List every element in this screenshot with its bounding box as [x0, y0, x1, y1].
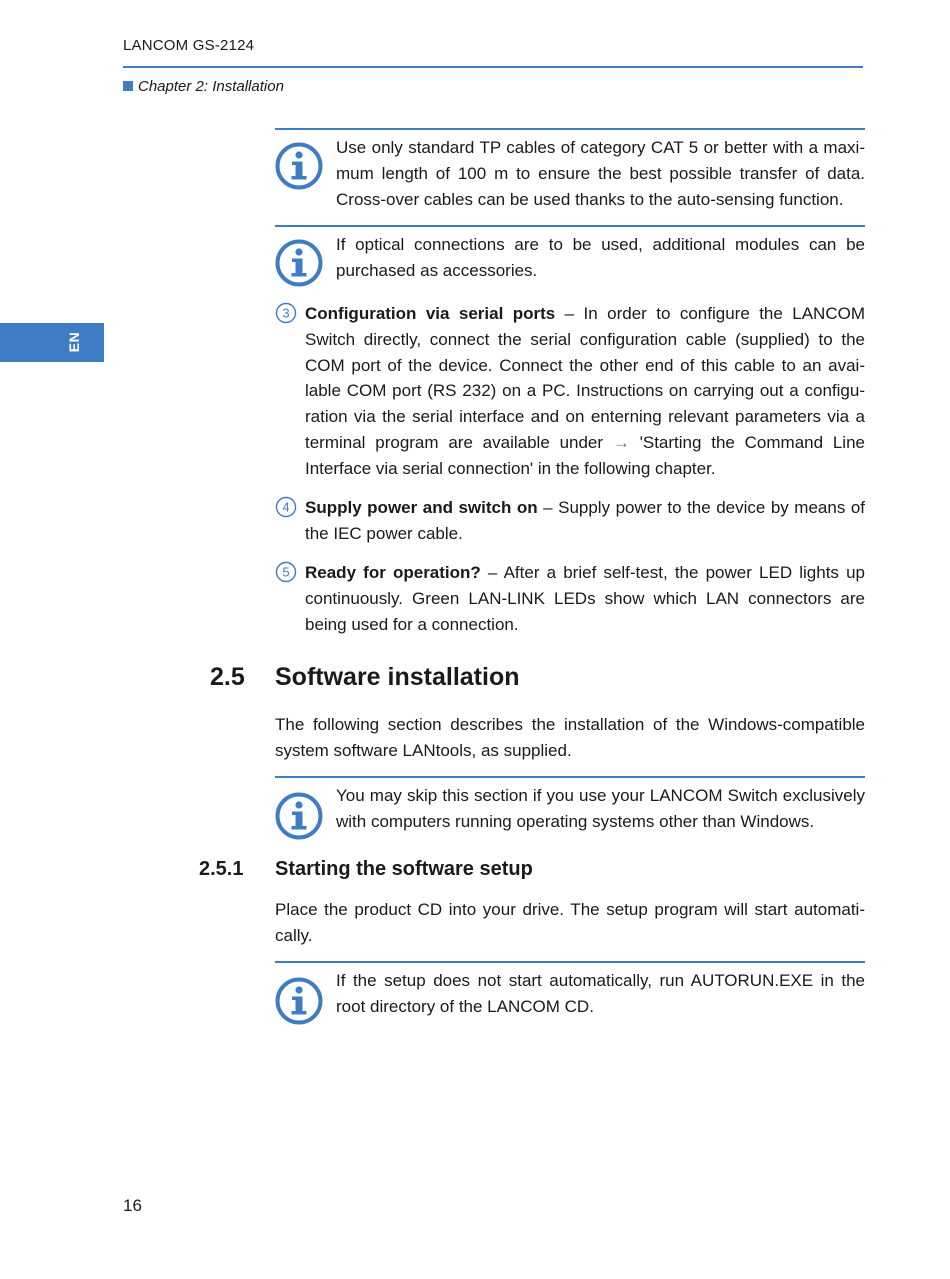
step-title: Supply power and switch on: [305, 498, 538, 517]
info-note-text: If the setup does not start automatically, run AUTORUN.EXE in the root directory of the LANCOM CD.: [336, 971, 865, 1016]
subsection-number: 2.5.1: [199, 858, 244, 880]
info-note-text: You may skip this section if you use your LANCOM Switch exclusively with computers running operating systems other than Windows.: [336, 786, 865, 831]
running-header: LANCOM GS-2124: [123, 37, 255, 54]
circled-number-icon: [275, 496, 297, 518]
page-number: 16: [123, 1196, 142, 1215]
language-label: EN: [66, 331, 82, 353]
info-icon: [275, 977, 323, 1025]
step-text: [305, 301, 865, 482]
step-body-continued: 'Starting the Command Line Interface via serial connection' in the following chapter.: [305, 432, 865, 478]
info-note: [275, 776, 865, 835]
step-item: [275, 495, 865, 547]
subsection-text: Place the product CD into your drive. The setup program will start automati-cally.: [275, 900, 865, 945]
info-note-text: Use only standard TP cables of category CAT 5 or better with a maxi-mum length of 100 m to ensure the best possible transfer of data. Cross-over cables can be used thanks to the auto-sensing function.: [336, 138, 865, 209]
chapter-marker-square: [123, 81, 133, 91]
step-dash: –: [537, 498, 559, 517]
info-icon: [275, 239, 323, 287]
info-note: [275, 961, 865, 1020]
chapter-label: [123, 78, 284, 95]
step-dash: –: [555, 304, 584, 323]
info-note-text: If optical connections are to be used, additional modules can be purchased as accessories.: [336, 235, 865, 280]
section-title: Software installation: [275, 663, 520, 691]
circled-number-icon: [275, 302, 297, 324]
subsection-title: Starting the software setup: [275, 858, 533, 880]
info-icon: [275, 792, 323, 840]
step-title: Configuration via serial ports: [305, 304, 556, 323]
info-icon: [275, 142, 323, 190]
svg-text:5: 5: [282, 564, 290, 580]
header-rule: [123, 66, 863, 68]
svg-text:3: 3: [282, 305, 290, 321]
step-text: [305, 495, 865, 547]
step-item: [275, 560, 865, 637]
section-intro: The following section describes the installation of the Windows-compatible system software LANtools, as supplied.: [275, 715, 865, 760]
circled-number-icon: [275, 561, 297, 583]
svg-text:4: 4: [282, 499, 290, 515]
step-body: In order to configure the LANCOM Switch directly, connect the serial configuration cable (supplied) to the COM port of the device. Connect the other end of this cable to an avai-lable COM port (RS 232) on a PC. Instructions on carrying out a configu-ration via the serial interface and on enterning relevant parameters via a terminal program are available under: [305, 304, 865, 452]
step-item: [275, 301, 865, 482]
cross-reference-arrow-icon: →: [612, 432, 630, 452]
step-title: Ready for operation?: [305, 563, 481, 582]
language-tab: [0, 323, 104, 362]
info-note: [275, 225, 865, 284]
chapter-title: Chapter 2: Installation: [138, 78, 284, 95]
step-dash: –: [480, 563, 504, 582]
section-number: 2.5: [210, 663, 245, 691]
step-body: After a brief self-test, the power LED lights up continuously. Green LAN-LINK LEDs show which LAN connectors are being used for a connection.: [305, 563, 865, 634]
info-note: [275, 128, 865, 212]
step-text: [305, 560, 865, 637]
step-body: Supply power to the device by means of the IEC power cable.: [305, 498, 866, 543]
